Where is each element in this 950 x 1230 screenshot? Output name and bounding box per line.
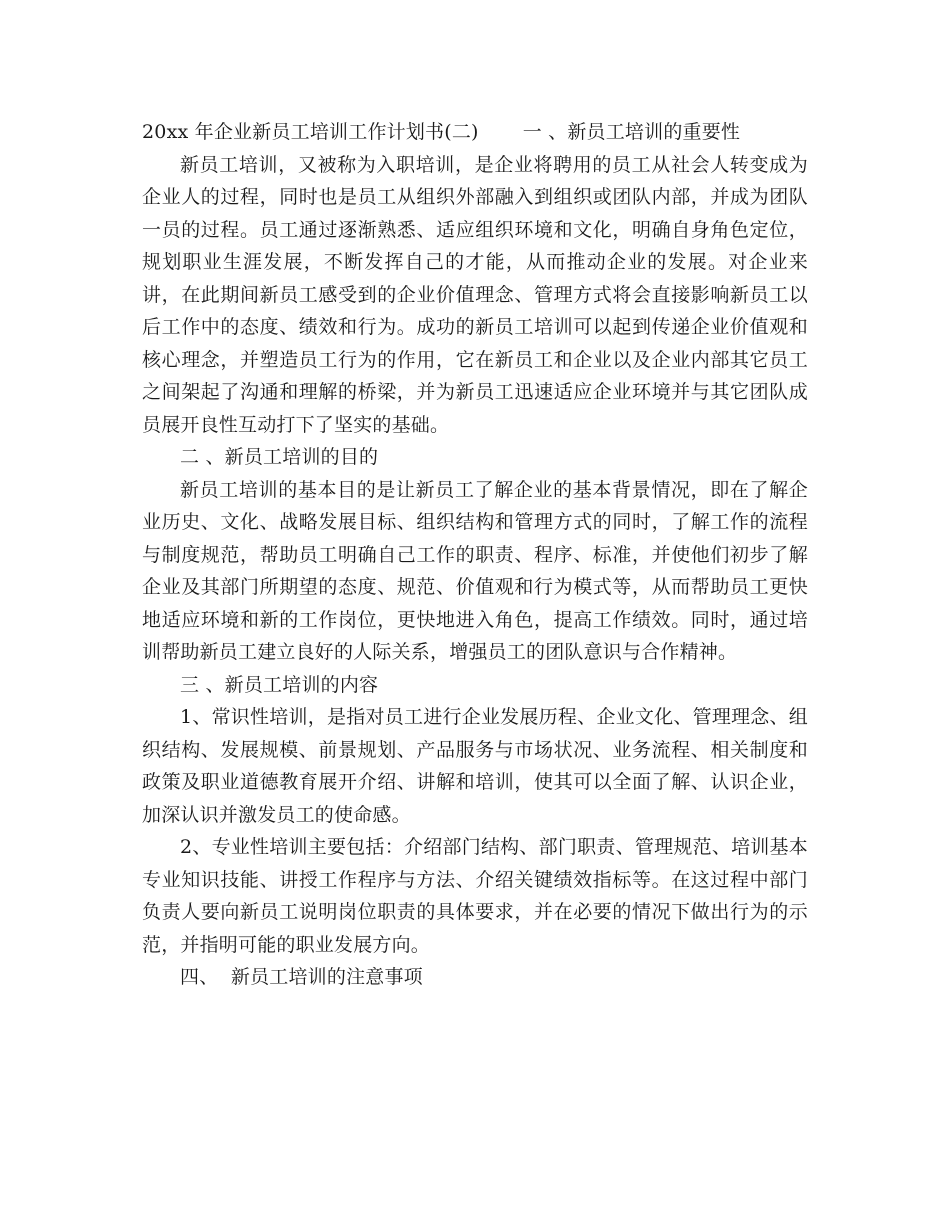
section2-heading: 二 、新员工培训的目的 <box>180 446 379 468</box>
section3-item-2: 2、专业性培训主要包括：介绍部门结构、部门职责、管理规范、培训基本专业知识技能、讲授工作程序与方法、介绍关键绩效指标等。在这过程中部门负责人要向新员工说明岗位职责的具体要求，并在必要的情况下做出行为的示范，并指明可能的职业发展方向。 <box>142 836 808 956</box>
document-body <box>142 116 808 994</box>
section3-item-1: 1、常识性培训，是指对员工进行企业发展历程、企业文化、管理理念、组织结构、发展规模、前景规划、产品服务与市场状况、业务流程、相关制度和政策及职业道德教育展开介绍、讲解和培训，使其可以全面了解、认识企业，加深认识并激发员工的使命感。 <box>142 706 808 826</box>
section1-heading: 一 、新员工培训的重要性 <box>522 121 741 143</box>
section2-paragraph: 新员工培训的基本目的是让新员工了解企业的基本背景情况，即在了解企业历史、文化、战略发展目标、组织结构和管理方式的同时，了解工作的流程与制度规范，帮助员工明确自己工作的职责、程序、标准，并使他们初步了解企业及其部门所期望的态度、规范、价值观和行为模式等，从而帮助员工更快地适应环境和新的工作岗位，更快地进入角色，提高工作绩效。同时，通过培训帮助新员工建立良好的人际关系，增强员工的团队意识与合作精神。 <box>142 478 808 663</box>
document-title: 20xx 年企业新员工培训工作计划书(二) <box>142 121 479 143</box>
section4-heading: 四、 新员工培训的注意事项 <box>180 966 423 988</box>
title-line <box>142 116 808 149</box>
section3-heading: 三 、新员工培训的内容 <box>180 673 379 696</box>
section1-paragraph: 新员工培训，又被称为入职培训，是企业将聘用的员工从社会人转变成为企业人的过程，同时也是员工从组织外部融入到组织或团队内部，并成为团队一员的过程。员工通过逐渐熟悉、适应组织环境和文化，明确自身角色定位，规划职业生涯发展，不断发挥自己的才能，从而推动企业的发展。对企业来讲，在此期间新员工感受到的企业价值理念、管理方式将会直接影响新员工以后工作中的态度、绩效和行为。成功的新员工培训可以起到传递企业价值观和核心理念，并塑造员工行为的作用，它在新员工和企业以及企业内部其它员工之间架起了沟通和理解的桥梁，并为新员工迅速适应企业环境并与其它团队成员展开良性互动打下了坚实的基础。 <box>142 153 808 436</box>
